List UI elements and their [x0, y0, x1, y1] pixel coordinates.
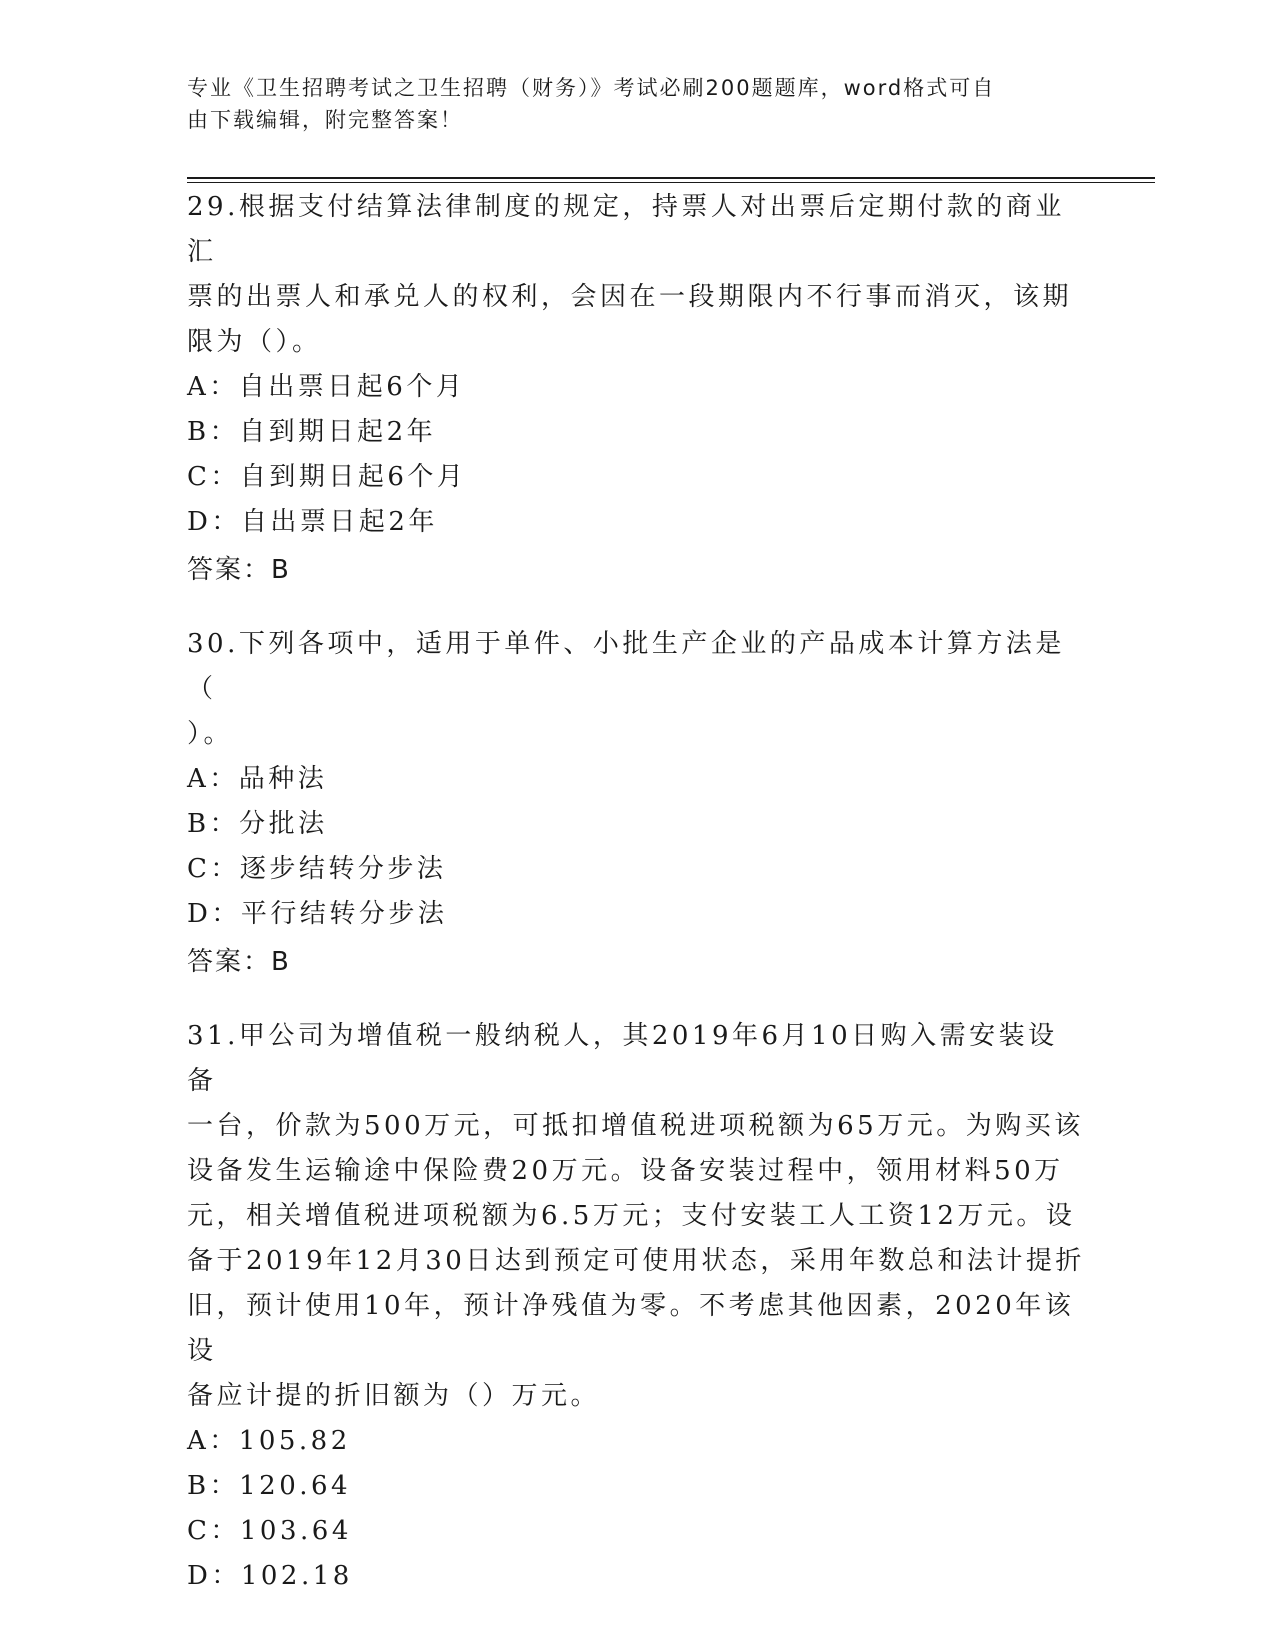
question-stem-line: 备于2019年12月30日达到预定可使用状态，采用年数总和法计提折	[187, 1246, 1085, 1276]
answer-label: 答案：	[187, 555, 272, 585]
question-stem-line: 31.甲公司为增值税一般纳税人，其2019年6月10日购入需安装设备	[187, 1021, 1058, 1096]
answer-value: B	[271, 555, 291, 585]
option-d: D：102.18	[187, 1561, 353, 1591]
answer-line	[187, 545, 1087, 595]
option-c: C：逐步结转分步法	[187, 854, 447, 884]
question-stem-line: 设备发生运输途中保险费20万元。设备安装过程中，领用材料50万	[187, 1156, 1064, 1186]
option-a: A：105.82	[187, 1426, 351, 1456]
question-stem-line: 29.根据支付结算法律制度的规定，持票人对出票后定期付款的商业汇	[187, 192, 1065, 267]
option-d: D：自出票日起2年	[187, 507, 438, 537]
question-list	[187, 185, 1087, 1621]
document-header	[187, 72, 1067, 136]
question-stem-line: 备应计提的折旧额为（）万元。	[187, 1381, 601, 1411]
question-stem-line: 限为（）。	[187, 327, 322, 357]
option-d: D：平行结转分步法	[187, 899, 448, 929]
answer-line	[187, 937, 1087, 987]
question-stem-line: 旧，预计使用10年，预计净残值为零。不考虑其他因素，2020年该设	[187, 1291, 1075, 1366]
answer-label: 答案：	[187, 947, 272, 977]
option-b: B：自到期日起2年	[187, 417, 437, 447]
question-stem-line: 元，相关增值税进项税额为6.5万元；支付安装工人工资12万元。设	[187, 1201, 1076, 1231]
question-stem-line: 票的出票人和承兑人的权利，会因在一段期限内不行事而消灭，该期	[187, 282, 1073, 312]
question-stem-line: 一台，价款为500万元，可抵扣增值税进项税额为65万元。为购买该	[187, 1111, 1084, 1141]
question-29	[187, 185, 1087, 595]
option-a: A：自出票日起6个月	[187, 372, 466, 402]
question-31	[187, 1014, 1087, 1599]
question-stem-line: ）。	[187, 719, 234, 749]
option-b: B：120.64	[187, 1471, 352, 1501]
option-a: A：品种法	[187, 764, 328, 794]
option-b: B：分批法	[187, 809, 328, 839]
header-line-1: 专业《卫生招聘考试之卫生招聘（财务）》考试必刷200题题库，word格式可自	[187, 76, 996, 100]
question-30	[187, 622, 1087, 987]
header-line-2: 由下载编辑，附完整答案！	[187, 108, 463, 132]
header-divider-thick	[187, 177, 1155, 179]
header-divider-thin	[187, 182, 1155, 183]
question-stem-line: 30.下列各项中，适用于单件、小批生产企业的产品成本计算方法是（	[187, 629, 1065, 704]
answer-value: B	[271, 947, 291, 977]
option-c: C：自到期日起6个月	[187, 462, 467, 492]
option-c: C：103.64	[187, 1516, 352, 1546]
